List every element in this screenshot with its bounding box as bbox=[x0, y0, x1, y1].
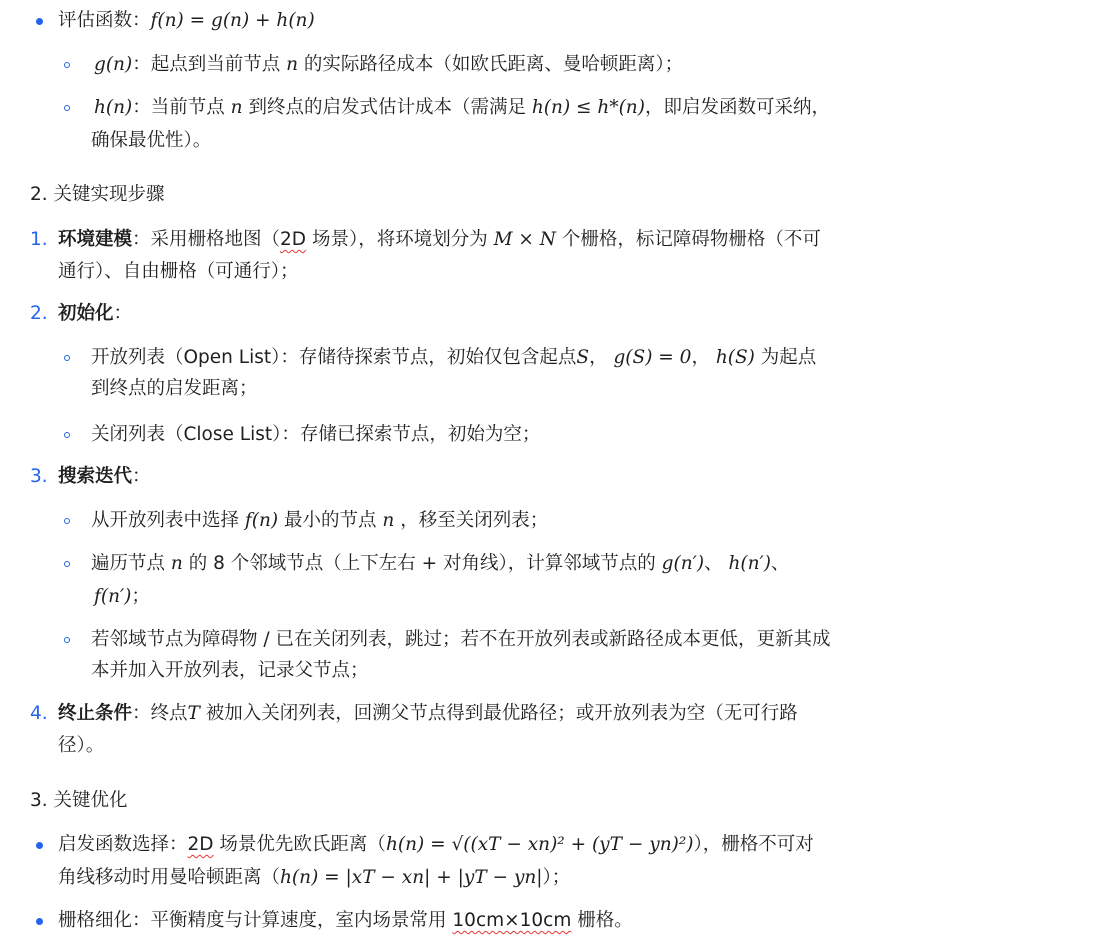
init-open-h: h(S) bbox=[715, 347, 755, 368]
step-2-text-a: ： bbox=[113, 303, 133, 324]
init-open-cont bbox=[91, 375, 258, 403]
iter-1c: ，移至关闭列表； bbox=[400, 510, 549, 531]
h-line-2 bbox=[91, 127, 211, 155]
step-3-title: 搜索迭代 bbox=[58, 466, 133, 487]
circle-bullet bbox=[64, 105, 70, 111]
opt-1c: ），栅格不可对 bbox=[693, 834, 814, 855]
iter-1a: 从开放列表中选择 bbox=[91, 510, 240, 531]
step-4 bbox=[58, 700, 798, 728]
section-3-title: 3. 关键优化 bbox=[30, 790, 128, 811]
g-desc-b: 的实际路径成本（如欧氏距离、曼哈顿距离）； bbox=[303, 54, 684, 75]
h-cond: h(n) ≤ h*(n) bbox=[531, 97, 645, 118]
step-1-math: M × N bbox=[493, 229, 556, 250]
circle-bullet bbox=[64, 432, 70, 438]
section-2-title: 2. 关键实现步骤 bbox=[30, 184, 165, 205]
init-open-g: g(S) = 0 bbox=[613, 347, 692, 368]
step-4-cont bbox=[58, 732, 104, 760]
step-4-title: 终止条件 bbox=[58, 703, 133, 724]
step-3 bbox=[58, 463, 151, 491]
h-desc-a: ：当前节点 bbox=[132, 97, 225, 118]
item-number: 3. bbox=[30, 466, 48, 487]
h-term: h(n) bbox=[94, 97, 133, 118]
iter-3b: 本并加入开放列表，记录父节点； bbox=[91, 660, 369, 681]
g-line bbox=[94, 51, 683, 79]
spell-error: 10cm×10cm bbox=[452, 910, 572, 931]
step-2 bbox=[58, 300, 132, 328]
bullet-dot bbox=[36, 18, 43, 25]
item-number: 2. bbox=[30, 303, 48, 324]
g-var: n bbox=[286, 54, 299, 75]
iter-2h: h(n′) bbox=[728, 553, 771, 574]
iter-2n: n bbox=[170, 553, 183, 574]
h-desc-c: ，即启发函数可采纳， bbox=[644, 97, 830, 118]
init-open-c: 到终点的启发距离； bbox=[91, 378, 258, 399]
opt-1a: 启发函数选择： bbox=[58, 834, 188, 855]
init-open-s: S bbox=[576, 347, 590, 368]
iter-3-cont bbox=[91, 657, 369, 685]
iter-3 bbox=[91, 626, 831, 654]
item-number: 4. bbox=[30, 703, 48, 724]
step-1-text-a: ：采用栅格地图（ bbox=[132, 229, 281, 250]
opt-1e: ）； bbox=[542, 867, 571, 888]
step-1 bbox=[58, 226, 821, 254]
step-1-text-c: 个栅格，标记障碍物栅格（不可 bbox=[561, 229, 821, 250]
opt-2a: 栅格细化：平衡精度与计算速度，室内场景常用 bbox=[58, 910, 447, 931]
step-1-text-b: 场景），将环境划分为 bbox=[311, 229, 488, 250]
iter-2b: 的 8 个邻域节点（上下左右 + 对角线），计算邻域节点的 bbox=[188, 553, 656, 574]
init-open-b: 为起点 bbox=[760, 347, 817, 368]
iter-2a: 遍历节点 bbox=[91, 553, 166, 574]
step-1-cont bbox=[58, 258, 299, 286]
iter-2f: f(n′) bbox=[94, 586, 132, 607]
circle-bullet bbox=[64, 62, 70, 68]
iter-2g: g(n′) bbox=[661, 553, 705, 574]
bullet-dot bbox=[36, 918, 43, 925]
iter-1 bbox=[91, 507, 548, 535]
g-desc-a: ：起点到当前节点 bbox=[132, 54, 281, 75]
opt-1-cont bbox=[58, 864, 570, 892]
h-line bbox=[94, 94, 830, 122]
init-close bbox=[91, 421, 540, 449]
circle-bullet bbox=[64, 355, 70, 361]
item-number: 1. bbox=[30, 229, 48, 250]
eval-formula: f(n) = g(n) + h(n) bbox=[150, 10, 315, 31]
iter-3a: 若邻域节点为障碍物 / 已在关闭列表，跳过；若不在开放列表或新路径成本更低，更新其成 bbox=[91, 629, 831, 650]
spell-error: 2D bbox=[187, 834, 214, 855]
opt-1d: 角线移动时用曼哈顿距离（ bbox=[58, 867, 281, 888]
g-term: g(n) bbox=[94, 54, 133, 75]
euclid-formula: h(n) = √((xT − xn)² + (yT − yn)²) bbox=[385, 834, 694, 855]
opt-2 bbox=[58, 907, 633, 935]
iter-1f: f(n) bbox=[244, 510, 279, 531]
step-4-text-c: 径）。 bbox=[58, 735, 105, 756]
init-open-a: 开放列表（Open List）：存储待探索节点，初始仅包含起点 bbox=[91, 347, 577, 368]
manhattan-formula: h(n) = |xT − xn| + |yT − yn| bbox=[280, 867, 543, 888]
circle-bullet bbox=[64, 561, 70, 567]
init-open: 开放列表（Open List）：存储待探索节点，初始仅包含起点S， g(S) = 0， h(S) 为起点 bbox=[91, 347, 817, 368]
step-1-title: 环境建模 bbox=[58, 229, 133, 250]
eval-prefix: 评估函数： bbox=[58, 10, 151, 31]
h-var: n bbox=[230, 97, 243, 118]
step-1-text-d: 通行）、自由栅格（可通行）； bbox=[58, 261, 299, 282]
spell-error: 2D bbox=[280, 229, 307, 250]
iter-1n: n bbox=[382, 510, 395, 531]
h-desc-d: 确保最优性）。 bbox=[91, 130, 212, 151]
init-close-text: 关闭列表（Close List）：存储已探索节点，初始为空； bbox=[91, 424, 541, 445]
eval-line bbox=[58, 7, 315, 35]
step-4-math: T bbox=[187, 703, 200, 724]
iter-2: 遍历节点 n 的 8 个邻域节点（上下左右 + 对角线），计算邻域节点的 g(n′)、 h(n′)、 bbox=[91, 553, 790, 574]
step-4-text-a: ：终点 bbox=[132, 703, 188, 724]
opt-1 bbox=[58, 831, 814, 859]
step-2-title: 初始化 bbox=[58, 303, 114, 324]
step-3-text-a: ： bbox=[132, 466, 151, 487]
iter-2-cont bbox=[94, 583, 150, 611]
iter-1b: 最小的节点 bbox=[284, 510, 377, 531]
bullet-dot bbox=[36, 842, 43, 849]
opt-1b: 场景优先欧氏距离（ bbox=[219, 834, 386, 855]
circle-bullet bbox=[64, 637, 70, 643]
step-4-text-b: 被加入关闭列表，回溯父节点得到最优路径；或开放列表为空（无可行路 bbox=[205, 703, 798, 724]
h-desc-b: 到终点的启发式估计成本（需满足 bbox=[248, 97, 526, 118]
circle-bullet bbox=[64, 518, 70, 524]
opt-2b: 栅格。 bbox=[577, 910, 633, 931]
iter-2c: ； bbox=[131, 586, 150, 607]
